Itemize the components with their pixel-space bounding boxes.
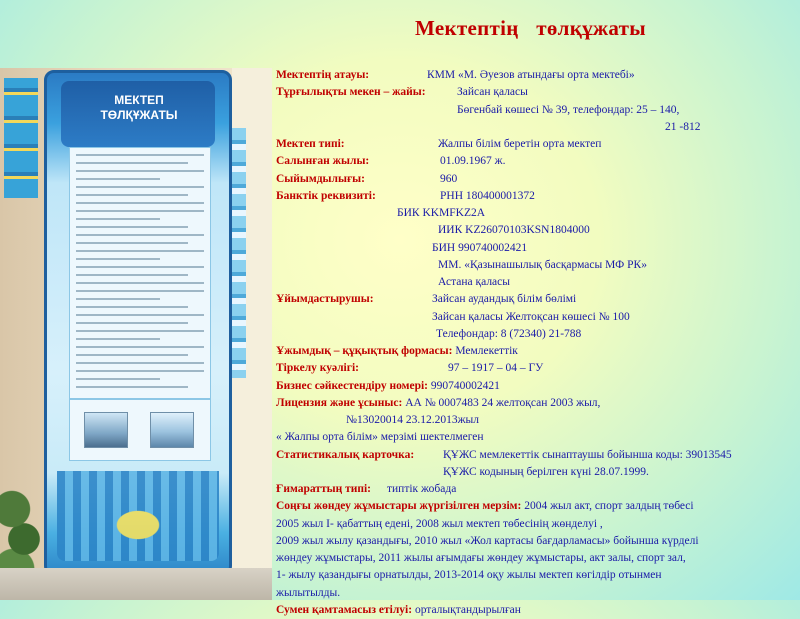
license-row <box>276 395 796 412</box>
bank-label: Банктік реквизиті: <box>276 189 376 202</box>
school-name-row <box>276 67 796 84</box>
repair-value: 2009 жыл жылу қазандығы, 2010 жыл «Жол картасы бағдарламасы» бойынша күрделі <box>276 534 699 547</box>
bank-row <box>276 188 796 205</box>
building-type-value: типтік жобада <box>387 483 457 495</box>
water-supply-value: орталықтандырылған <box>414 603 521 616</box>
founder-value: Телефондар: 8 (72340) 21-788 <box>436 327 582 340</box>
business-id-value: 990740002421 <box>430 379 500 392</box>
repair-value: 2005 жыл І- қабаттың едені, 2008 жыл мектеп төбесінің жөнделуі , <box>276 517 603 530</box>
water-supply-label: Сумен қамтамасыз етілуі: <box>276 603 413 616</box>
capacity-label: Сыйымдылығы: <box>276 172 365 185</box>
address-value: Бөгенбай көшесі № 39, телефондар: 25 – 140, <box>457 103 680 116</box>
business-id-label: Бизнес сәйкестендіру номері: <box>276 379 428 392</box>
standard-value: « Жалпы орта білім» мерзімі шектелмеген <box>276 431 484 444</box>
legal-form-label: Ұжымдық – құқықтық формасы: <box>276 345 453 357</box>
founder-value: Зайсан аудандық білім бөлімі <box>432 293 577 306</box>
school-name-label: Мектептің атауы: <box>276 69 370 81</box>
address-value: 21 -812 <box>665 120 701 133</box>
school-board-photo <box>0 68 272 600</box>
license-value: АА № 0007483 24 желтоқсан 2003 жыл, <box>405 396 601 409</box>
business-id-row <box>276 378 796 395</box>
repair-value: 2004 жыл акт, спорт залдың төбесі <box>524 500 694 513</box>
board-text-panel <box>69 147 211 399</box>
statistics-value: ҚҰЖС кодының берілген күні 28.07.1999. <box>443 465 649 478</box>
repair-value: жөндеу жұмыстары, 2011 жылы ағымдағы жөндеу жұмыстары, акт залы, спорт зал, <box>276 552 686 564</box>
legal-form-value: Мемлекеттік <box>455 345 518 357</box>
bank-value: БИК KKMFKZ2A <box>397 207 486 219</box>
board-title: МЕКТЕП ТӨЛҚҰЖАТЫ <box>100 93 178 122</box>
building-type-label: Ғимараттың типі: <box>276 483 371 495</box>
bank-value: РНН 180400001372 <box>440 189 535 202</box>
registration-label: Тіркелу куәлігі: <box>276 362 359 375</box>
repair-value: жылытылды. <box>276 586 341 599</box>
building-type-row <box>276 481 796 498</box>
school-passport-text <box>276 67 796 619</box>
board-photos <box>69 399 211 461</box>
bank-value: ММ. «Қазынашылық басқармасы МФ РК» <box>438 258 647 271</box>
type-row <box>276 136 796 153</box>
bank-value: ИИК KZ26070103KSN1804000 <box>438 224 590 237</box>
statistics-row <box>276 447 796 464</box>
founder-value: Зайсан қаласы Желтоқсан көшесі № 100 <box>432 310 630 323</box>
bank-value: Астана қаласы <box>438 276 510 288</box>
license-label: Лицензия және ұсыныс: <box>276 396 403 409</box>
registration-row <box>276 360 796 377</box>
built-label: Салынған жылы: <box>276 155 370 168</box>
built-value: 01.09.1967 ж. <box>440 155 506 168</box>
built-row <box>276 153 796 170</box>
repair-row <box>276 498 796 515</box>
address-row <box>276 84 796 101</box>
type-label: Мектеп типі: <box>276 138 345 150</box>
ornament-decoration <box>4 78 38 198</box>
repair-value: 1- жылу қазандығы орнатылды, 2013-2014 оқу жылы мектеп көгілдір отынмен <box>276 569 662 582</box>
statistics-value: ҚҰЖС мемлекеттік сынаптаушы бойынша коды: 39013545 <box>443 448 732 461</box>
address-value: Зайсан қаласы <box>457 86 528 99</box>
capacity-row <box>276 171 796 188</box>
founder-row <box>276 291 796 308</box>
legal-form-row <box>276 343 796 360</box>
ornament-decoration <box>57 471 219 561</box>
page-title: Мектептің төлқұжаты <box>415 16 646 40</box>
founder-label: Ұйымдастырушы: <box>276 293 374 306</box>
statistics-label: Статистикалық карточка: <box>276 448 415 461</box>
repair-label: Соңғы жөндеу жұмыстары жүргізілген мерзім: <box>276 500 522 513</box>
school-name-value: КММ «М. Әуезов атындағы орта мектебі» <box>427 69 635 81</box>
type-value: Жалпы білім беретін орта мектеп <box>438 138 602 150</box>
license-value: №13020014 23.12.2013жыл <box>346 414 480 426</box>
water-supply-row <box>276 602 796 619</box>
bank-value: БИН 990740002421 <box>432 241 528 254</box>
capacity-value: 960 <box>440 172 458 185</box>
address-label: Тұрғылықты мекен – жайы: <box>276 86 426 99</box>
registration-value: 97 – 1917 – 04 – ГУ <box>448 362 544 375</box>
board-photo-image <box>150 412 194 448</box>
board-photo-image <box>84 412 128 448</box>
information-board <box>44 70 232 576</box>
